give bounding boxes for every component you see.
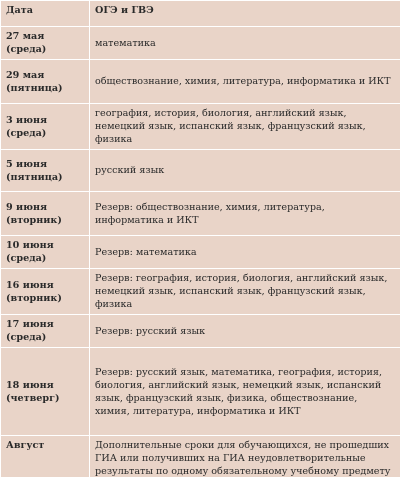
- table-row: [1, 348, 400, 436]
- table-row: [1, 436, 400, 477]
- row-date: 16 июня (вторник): [1, 269, 90, 315]
- table-row: [1, 150, 400, 192]
- row-subjects: Резерв: география, история, биология, английский язык, немецкий язык, испанский язык, французский язык, физика: [90, 269, 400, 315]
- row-date: 10 июня (среда): [1, 236, 90, 269]
- row-date: 29 мая (пятница): [1, 60, 90, 104]
- row-subjects: Резерв: русский язык, математика, география, история, биология, английский язык, немецкий язык, испанский язык, французский язык, физика, обществознание, химия, литература, информатика и ИКТ: [90, 348, 400, 436]
- row-subjects: Дополнительные сроки для обучающихся, не прошедших ГИА или получивших на ГИА неудовлетворительные результаты по одному обязательному учебному предмету: [90, 436, 400, 477]
- table-header-row: [1, 1, 400, 27]
- table-row: [1, 236, 400, 269]
- row-subjects: математика: [90, 27, 400, 60]
- table-row: [1, 60, 400, 104]
- table-row: [1, 104, 400, 150]
- row-subjects: Резерв: обществознание, химия, литература, информатика и ИКТ: [90, 192, 400, 236]
- row-subjects: Резерв: русский язык: [90, 315, 400, 348]
- row-date: Август: [1, 436, 90, 477]
- row-date: 18 июня (четверг): [1, 348, 90, 436]
- row-date: 5 июня (пятница): [1, 150, 90, 192]
- table-row: [1, 192, 400, 236]
- table-row: [1, 269, 400, 315]
- header-exam: ОГЭ и ГВЭ: [90, 1, 400, 27]
- row-subjects: русский язык: [90, 150, 400, 192]
- row-subjects: география, история, биология, английский язык, немецкий язык, испанский язык, французский язык, физика: [90, 104, 400, 150]
- row-date: 27 мая (среда): [1, 27, 90, 60]
- table-row: [1, 27, 400, 60]
- row-subjects: Резерв: математика: [90, 236, 400, 269]
- row-subjects: обществознание, химия, литература, информатика и ИКТ: [90, 60, 400, 104]
- row-date: 17 июня (среда): [1, 315, 90, 348]
- row-date: 3 июня (среда): [1, 104, 90, 150]
- header-date: Дата: [1, 1, 90, 27]
- row-date: 9 июня (вторник): [1, 192, 90, 236]
- table-row: [1, 315, 400, 348]
